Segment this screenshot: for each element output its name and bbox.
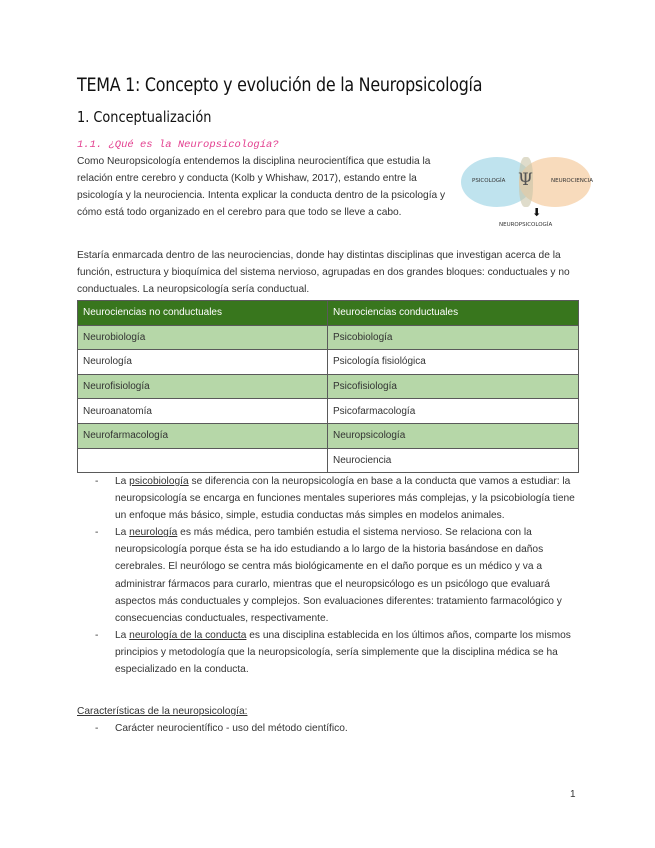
neuroscience-label: NEUROCIENCIA [551,178,594,184]
item-text: Carácter neurocientífico - uso del método científico. [115,723,348,734]
item-term: neurología [129,527,178,539]
context-paragraph: Estaría enmarcada dentro de las neurociencias, donde hay distintas disciplinas que investigan acerca de la función, estructura y bioquímica del sistema nervioso, agrupadas en dos grandes bloques: conductuales y no conductuales. La neuropsicología sería conductual. [77,250,570,296]
item-term: psicobiología [129,476,189,487]
item-term: neurología de la conducta [129,629,247,641]
list-item [77,473,582,524]
table-cell: Neurofisiología [78,374,328,399]
table-cell: Psicofisiología [328,374,579,399]
item-prefix: La [115,476,130,487]
neuropsychology-label: NEUROPSICOLOGÍA [499,222,553,228]
characteristics-list [77,720,582,737]
list-item [77,720,582,737]
table-header-row [78,301,579,326]
subsection-heading: 1.1. ¿Qué es la Neuropsicología? [77,139,279,151]
table-row [78,350,579,375]
disciplines-list [77,473,582,678]
bullet-dash: - [95,476,99,487]
table-cell: Psicofarmacología [328,399,579,424]
list-item [77,627,582,678]
item-text: es más médica, pero también estudia el sistema nervioso. Se relaciona con la neuropsicología porque ésta se ha ido estudiando a lo largo de la historia basándose en daños cerebrales. El neurólogo se centra más biológicamente en el daño porque es un médico y va a administrar fármacos para curarlo, mientras que el neuropsicólogo es un psicólogo que evaluará aspectos más conductuales y complejos. Son evaluaciones diferentes: tratamiento farmacológico y consecuencias conductuales, respectivamente. [115,527,562,624]
table-cell: Neurofarmacología [78,423,328,448]
table-cell: Neuroanatomía [78,399,328,424]
psychology-label: PSICOLOGÍA [472,178,506,184]
table-cell: Neurobiología [78,325,328,350]
neuroscience-table [77,300,579,473]
item-text: se diferencia con la neuropsicología en base a la conducta que vamos a estudiar: la neuropsicología se encarga en funciones mentales superiores más complejas, y la psicobiología tiene un enfoque más básico, simple, estudia conductas más simples en modelos animales. [115,476,575,522]
psi-symbol-icon: Ψ [518,170,533,190]
section-heading: 1. Conceptualización [77,108,212,126]
table-row [78,399,579,424]
table-cell: Neurología [78,350,328,375]
arrow-down-icon: ⬇ [532,206,542,219]
table-cell [78,448,328,473]
venn-diagram [461,157,611,237]
table-header-cell: Neurociencias conductuales [328,301,579,326]
item-prefix: La [115,527,130,539]
bullet-dash: - [95,723,99,734]
bullet-dash: - [95,527,99,539]
list-item [77,524,582,627]
table-cell: Psicología fisiológica [328,350,579,375]
table-cell: Neuropsicología [328,423,579,448]
table-row [78,325,579,350]
table-row [78,374,579,399]
bullet-dash: - [95,629,99,641]
intro-paragraph: Como Neuropsicología entendemos la disciplina neurocientífica que estudia la relación entre cerebro y conducta (Kolb y Whishaw, 2017), estando entre la psicología y la neurociencia. Intenta explicar la conducta dentro de la psicología y cómo está todo organizado en el cerebro para que todo se lleve a cabo. [77,156,446,219]
item-text: es una disciplina establecida en los últimos años, comparte los mismos principios y metodología que la neuropsicología, sería simplemente que la disciplina médica se ha especializado en la conducta. [115,629,571,676]
table-row [78,423,579,448]
page-number: 1 [570,789,576,800]
table-cell: Neurociencia [328,448,579,473]
table-cell: Psicobiología [328,325,579,350]
table-row [78,448,579,473]
item-prefix: La [115,629,130,641]
characteristics-heading: Características de la neuropsicología: [77,706,248,717]
page-title: TEMA 1: Concepto y evolución de la Neuropsicología [77,75,483,96]
table-header-cell: Neurociencias no conductuales [78,301,328,326]
